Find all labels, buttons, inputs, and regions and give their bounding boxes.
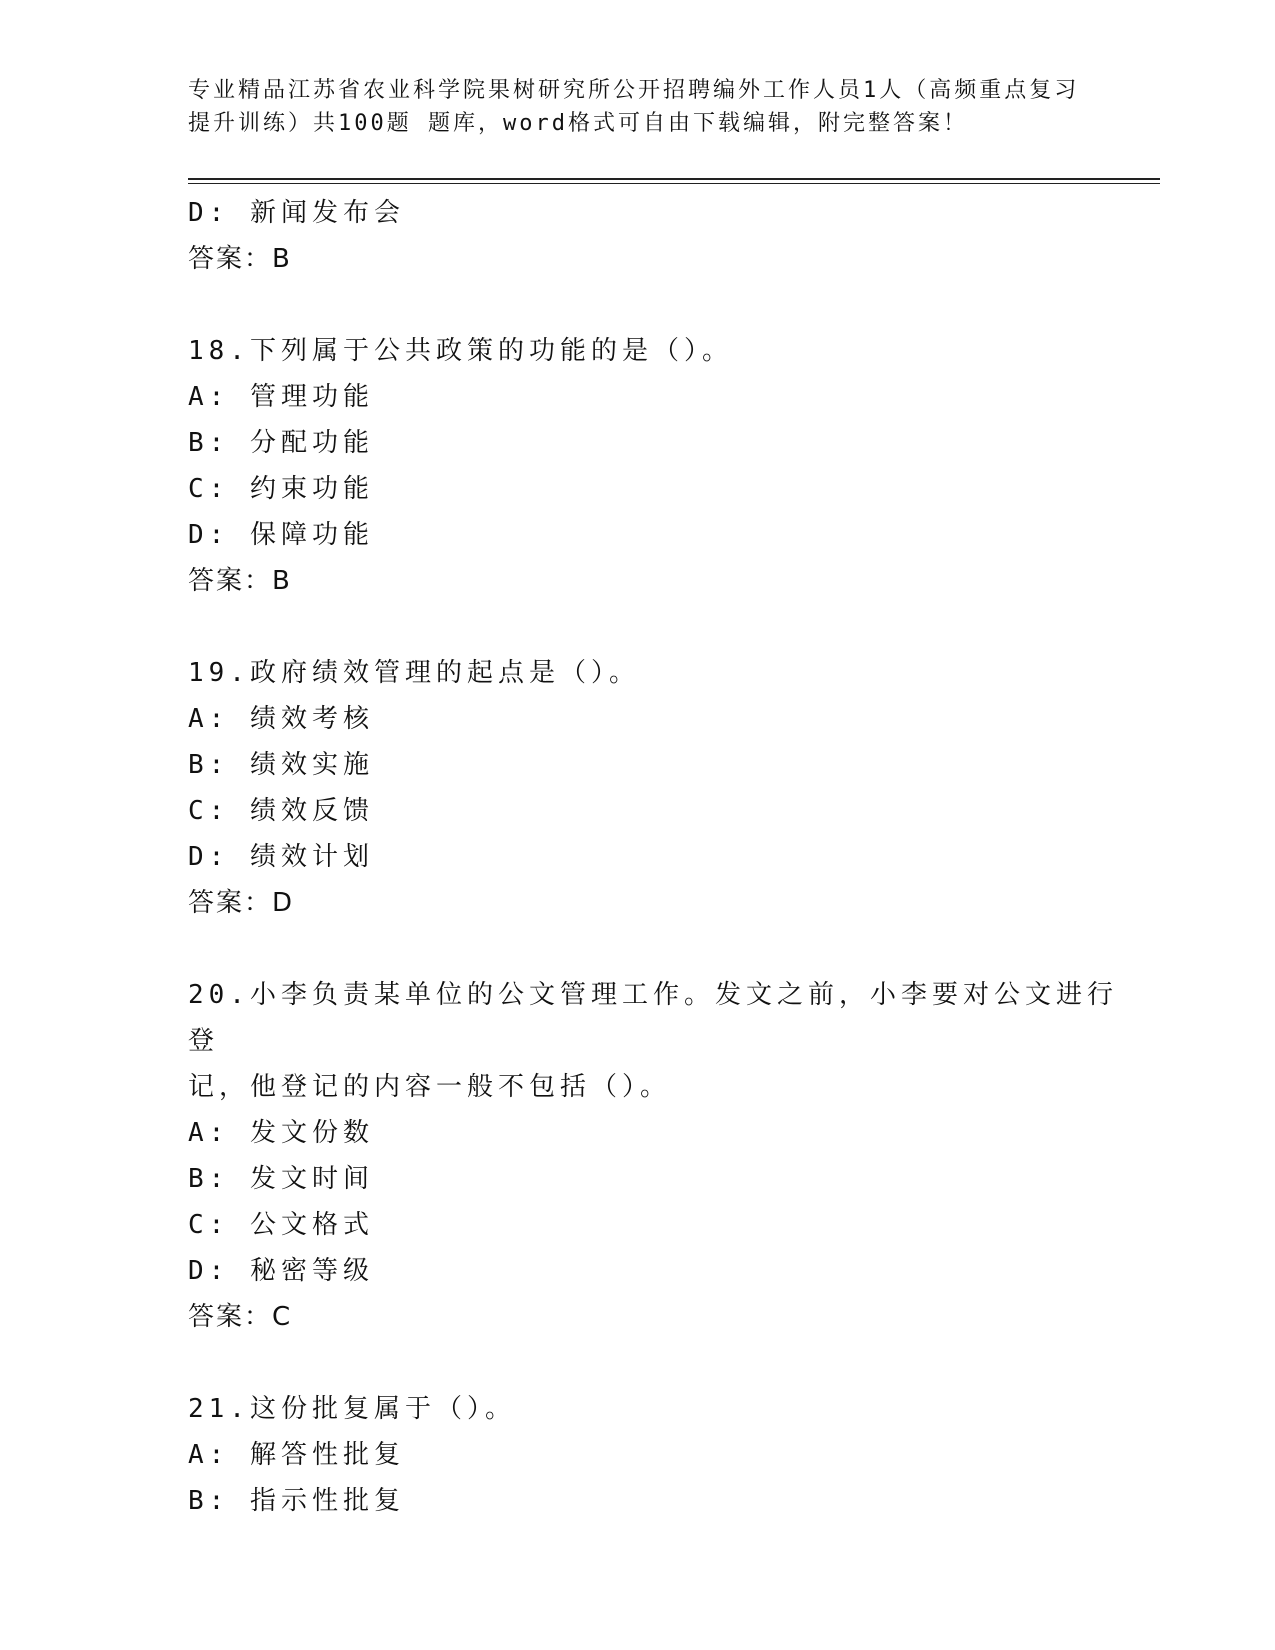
spacer <box>188 926 1128 972</box>
q18-stem: 18.下列属于公共政策的功能的是（）。 <box>188 336 733 366</box>
q18-option-d: D: 保障功能 <box>188 520 374 550</box>
q18-option-c: C: 约束功能 <box>188 474 374 504</box>
header-divider-thin <box>188 183 1160 184</box>
q19-option-d: D: 绩效计划 <box>188 842 374 872</box>
q21-option-a: A: 解答性批复 <box>188 1440 405 1470</box>
document-body <box>188 190 1128 1524</box>
q20-option-b: B: 发文时间 <box>188 1164 374 1194</box>
q19-option-a: A: 绩效考核 <box>188 704 374 734</box>
header-divider-thick <box>188 178 1160 180</box>
q20-option-a: A: 发文份数 <box>188 1118 374 1148</box>
q19-answer: 答案：D <box>188 888 295 918</box>
header-line-1: 专业精品江苏省农业科学院果树研究所公开招聘编外工作人员1人（高频重点复习 <box>188 78 1080 103</box>
q20-option-d: D: 秘密等级 <box>188 1256 374 1286</box>
q20-stem-line-2: 记，他登记的内容一般不包括（）。 <box>188 1072 672 1102</box>
q18-option-b: B: 分配功能 <box>188 428 374 458</box>
q17-option-d: D: 新闻发布会 <box>188 198 405 228</box>
q18-option-a: A: 管理功能 <box>188 382 374 412</box>
q20-answer: 答案：C <box>188 1302 293 1332</box>
q21-stem: 21.这份批复属于（）。 <box>188 1394 516 1424</box>
header-line-2: 提升训练）共100题 题库，word格式可自由下载编辑，附完整答案！ <box>188 111 968 136</box>
q19-option-b: B: 绩效实施 <box>188 750 374 780</box>
q20-stem-line-1: 20.小李负责某单位的公文管理工作。发文之前，小李要对公文进行登 <box>188 980 1118 1056</box>
spacer <box>188 282 1128 328</box>
q21-option-b: B: 指示性批复 <box>188 1486 405 1516</box>
q20-option-c: C: 公文格式 <box>188 1210 374 1240</box>
q18-answer: 答案：B <box>188 566 292 596</box>
spacer <box>188 1340 1128 1386</box>
q17-answer: 答案：B <box>188 244 292 274</box>
spacer <box>188 604 1128 650</box>
q19-stem: 19.政府绩效管理的起点是（）。 <box>188 658 640 688</box>
document-header <box>188 74 1088 140</box>
q19-option-c: C: 绩效反馈 <box>188 796 374 826</box>
